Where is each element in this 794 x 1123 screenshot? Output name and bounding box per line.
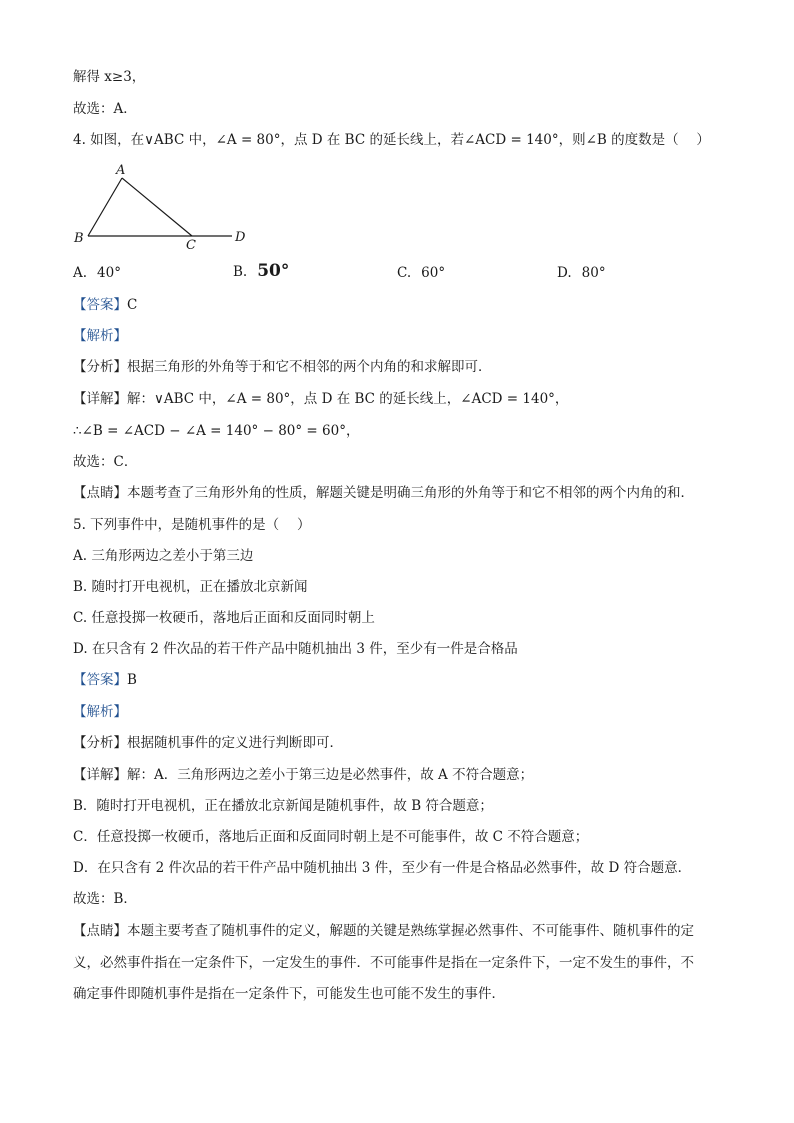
option-label: D. bbox=[557, 265, 572, 281]
xiangjie-tag: 【详解】 bbox=[73, 767, 127, 783]
answer-value: C bbox=[127, 297, 138, 313]
option-label: B. bbox=[233, 264, 248, 280]
q4-option-a bbox=[73, 264, 121, 282]
answer-tag: 【答案】 bbox=[73, 672, 127, 688]
q5-fenxi bbox=[73, 734, 343, 752]
option-label: A. bbox=[73, 265, 88, 281]
fenxi-tag: 【分析】 bbox=[73, 359, 127, 375]
xiangjie-text: 解：A．三角形两边之差小于第三边是必然事件，故 A 不符合题意； bbox=[127, 767, 534, 783]
segment-ac bbox=[122, 178, 192, 236]
dianjing-text: 本题主要考查了随机事件的定义，解题的关键是熟练掌握必然事件、不可能事件、随机事件的定 bbox=[127, 923, 694, 939]
fenxi-text: 根据随机事件的定义进行判断即可． bbox=[127, 735, 343, 751]
triangle-figure bbox=[70, 160, 260, 255]
xiangjie-tag: 【详解】 bbox=[73, 391, 127, 407]
q5-option-b: B. 随时打开电视机，正在播放北京新闻 bbox=[73, 579, 308, 595]
xiangjie-text: 解：∨ABC 中，∠A = 80°，点 D 在 BC 的延长线上，∠ACD = 140°， bbox=[127, 391, 569, 407]
fenxi-text: 根据三角形的外角等于和它不相邻的两个内角的和求解即可． bbox=[127, 359, 492, 375]
q5-stem: 5. 下列事件中，是随机事件的是（ ） bbox=[73, 517, 311, 533]
q5-analysis-tag: 【解析】 bbox=[73, 704, 127, 720]
answer-value: B bbox=[127, 672, 137, 688]
label-b: B bbox=[74, 231, 84, 246]
dianjing-tag: 【点睛】 bbox=[73, 485, 127, 501]
q5-line-c: C．任意投掷一枚硬币，落地后正面和反面同时朝上是不可能事件，故 C 不符合题意； bbox=[73, 829, 589, 845]
dianjing-text: 本题考查了三角形外角的性质，解题关键是明确三角形的外角等于和它不相邻的两个内角的和． bbox=[127, 485, 694, 501]
q5-option-d: D. 在只含有 2 件次品的若干件产品中随机抽出 3 件，至少有一件是合格品 bbox=[73, 641, 518, 657]
q5-option-a: A. 三角形两边之差小于第三边 bbox=[73, 548, 254, 564]
q4-dianjing bbox=[73, 484, 694, 502]
q5-line-b: B．随时打开电视机，正在播放北京新闻是随机事件，故 B 符合题意； bbox=[73, 798, 493, 814]
label-a: A bbox=[116, 163, 126, 178]
option-value: 60° bbox=[421, 265, 446, 281]
option-value: 50° bbox=[257, 261, 290, 281]
q4-fenxi bbox=[73, 358, 492, 376]
q4-option-b bbox=[233, 262, 289, 281]
q4-choose: 故选：C． bbox=[73, 454, 138, 470]
q5-dianjing-cont-2: 确定事件即随机事件是指在一定条件下，可能发生也可能不发生的事件． bbox=[73, 986, 505, 1002]
label-c: C bbox=[186, 238, 196, 253]
q4-calc: ∴∠B = ∠ACD − ∠A = 140° − 80° = 60°， bbox=[73, 423, 360, 439]
segment-ab bbox=[88, 178, 122, 236]
q5-line-d: D．在只含有 2 件次品的若干件产品中随机抽出 3 件，至少有一件是合格品必然事件，故 D 符合题意． bbox=[73, 860, 692, 876]
q5-option-c: C. 任意投掷一枚硬币，落地后正面和反面同时朝上 bbox=[73, 610, 375, 626]
fenxi-tag: 【分析】 bbox=[73, 735, 127, 751]
q5-dianjing bbox=[73, 922, 694, 940]
option-value: 40° bbox=[97, 265, 121, 281]
q4-analysis-tag: 【解析】 bbox=[73, 328, 127, 344]
q4-option-c bbox=[397, 264, 445, 282]
dianjing-tag: 【点睛】 bbox=[73, 923, 127, 939]
q5-answer bbox=[73, 671, 137, 689]
answer-tag: 【答案】 bbox=[73, 297, 127, 313]
label-d: D bbox=[235, 230, 246, 245]
option-value: 80° bbox=[581, 265, 606, 281]
q4-xiangjie bbox=[73, 390, 568, 408]
q5-choose: 故选：B． bbox=[73, 891, 137, 907]
option-label: C. bbox=[397, 265, 412, 281]
q5-dianjing-cont-1: 义，必然事件指在一定条件下，一定发生的事件．不可能事件是指在一定条件下，一定不发生的事件，不 bbox=[73, 955, 694, 971]
prev-solve: 解得 x≥3， bbox=[73, 69, 146, 85]
q5-xiangjie bbox=[73, 766, 533, 784]
q4-answer bbox=[73, 296, 137, 314]
q4-stem: 4. 如图，在∨ABC 中，∠A = 80°，点 D 在 BC 的延长线上，若∠ACD = 140°，则∠B 的度数是（ ） bbox=[73, 132, 710, 148]
prev-choose: 故选：A． bbox=[73, 101, 137, 117]
q4-option-d bbox=[557, 264, 606, 282]
